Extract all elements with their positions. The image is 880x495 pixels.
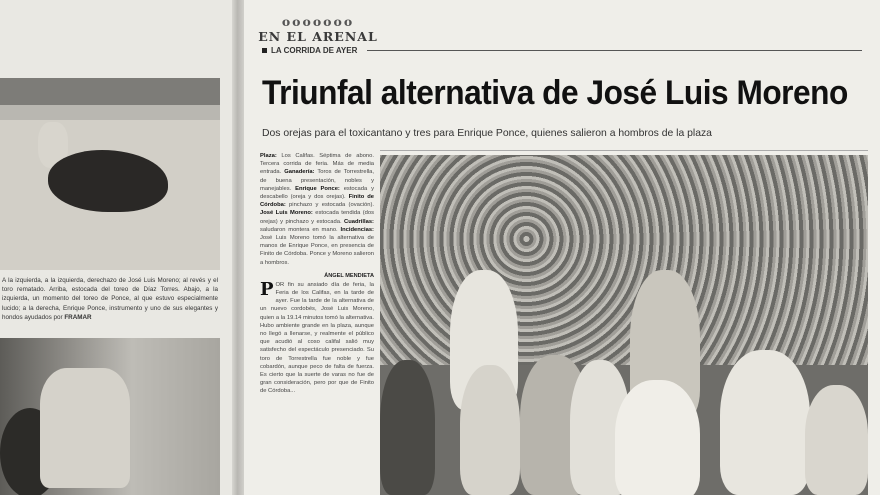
subheadline: Dos orejas para el toxicantano y tres para Enrique Ponce, quienes salieron a hombros de la plaza	[262, 128, 712, 139]
fact-text: estocada tendida (dos orejas) y pinchazo y estocada.	[260, 210, 375, 225]
fact-label: José Luis Moreno:	[260, 210, 313, 217]
cape-figure	[40, 368, 130, 488]
person-figure	[720, 350, 810, 495]
fact-text: estocada y descabello (oreja y dos orejas).	[260, 185, 374, 201]
left-page	[0, 0, 236, 495]
byline: ÁNGEL MENDIETA	[324, 272, 374, 279]
photo-top-rule	[380, 150, 868, 151]
fact-label: Enrique Ponce:	[295, 185, 340, 192]
section-rule	[367, 50, 862, 51]
person-figure	[805, 385, 868, 495]
bull-figure	[48, 150, 168, 212]
fact-label: Finito de Córdoba:	[260, 194, 374, 209]
fact-label: Cuadrillas:	[344, 218, 374, 225]
logo-rings: ooooooo	[281, 14, 355, 29]
article-body	[260, 278, 374, 396]
person-figure	[615, 380, 700, 495]
caption-credit: FRAMAR	[64, 313, 92, 321]
logo-text: EN EL ARENAL	[258, 29, 378, 44]
fact-label: Plaza:	[260, 153, 277, 159]
bullfight-photo	[0, 78, 220, 270]
headline: Triunfal alternativa de José Luis Moreno	[262, 74, 848, 112]
main-photo	[380, 155, 868, 495]
person-figure	[380, 360, 435, 495]
fact-text: José Luis Moreno tomó la alternativa de manos de Enrique Ponce, en presencia de Finito de Córdoba. Ponce y Moreno salieron a hombros.	[260, 235, 374, 266]
fact-text: pinchazo y estocada (ovación).	[285, 202, 374, 209]
caption-text: A la izquierda, a la izquierda, derechazo de José Luis Moreno; al revés y el toro rematado. Arriba, estocada del toreo de Díaz Torres. Abajo, a la izquierda, un momento del toreo de Ponce, al que estuvo especialmente lucido; a la derecha, Enrique Ponce, instrumento y uno de sus elegantes y hondos ayudados por	[2, 277, 218, 321]
fact-text: saludaron montera en mano.	[260, 226, 338, 233]
text-column	[260, 152, 374, 495]
section-label: LA CORRIDA DE AYER	[271, 46, 358, 55]
article-text: OR fin su ansiado día de feria, la Feria de los Califas, en la tarde de ayer. Fue la tarde de la alternativa de un nuevo cordobés, José Luis Moreno, quien a la 19.14 minutos tomó la alternativa. Hubo ambiente grande en la plaza, aunque no llegó a llenarse, y realmente el público que acudió al coso califal salió muy satisfecho del espectáculo presenciado. Su toro de Torrestrella fue noble y fue cobardón, aunque peco de falta de fuerza. Es cierto que la suerte de varas no fue de gran consideración, pero por que de Finito de Córdoba...	[260, 281, 374, 395]
fact-text: Los Califas. Séptima de abono. Tercera corrida de feria. Más de media entrada.	[260, 153, 374, 176]
fact-box	[260, 152, 374, 267]
fact-label: Ganadería:	[284, 169, 315, 176]
section-header	[262, 46, 862, 55]
fact-text: Toros de Torrestrella, de buena presentación, nobles y manejables.	[260, 169, 374, 192]
person-figure	[460, 365, 520, 495]
fact-label: Incidencias:	[340, 226, 374, 233]
drop-cap: P	[260, 278, 274, 300]
square-bullet-icon	[262, 48, 267, 53]
photo-caption	[2, 276, 218, 322]
torero-photo	[0, 338, 220, 495]
